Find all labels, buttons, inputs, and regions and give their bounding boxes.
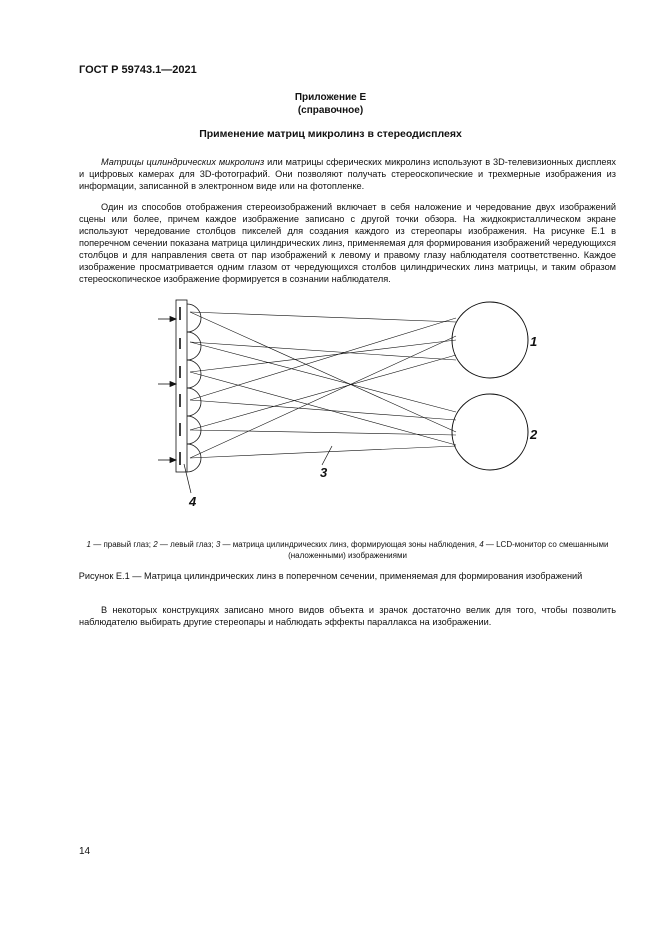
light-rays — [190, 312, 456, 458]
legend-text-3: — матрица цилиндрических линз, формирующая зоны наблюдения, — [220, 540, 480, 549]
legend-num-1: 1 — [86, 540, 91, 549]
paragraph-1-text: или матрицы сферических микролинз используют в 3D-телевизионных дисплеях и цифровых камерах для 3D-фотографий. Они позволяют получать стереоскопические и трехмерные изображения из информации, записанной в электронном виде или на фотопленке. — [79, 157, 616, 191]
left-eye — [452, 394, 528, 470]
appendix-title: Приложение Е — [294, 92, 367, 103]
leader-line-4 — [184, 464, 191, 493]
legend-num-3: 3 — [215, 540, 221, 549]
input-arrows — [158, 317, 176, 463]
label-left-eye: 2 — [530, 427, 538, 442]
label-lcd: 4 — [189, 494, 197, 509]
legend-num-4: 4 — [479, 540, 484, 549]
leader-line-3 — [322, 446, 332, 465]
section-title: Применение матриц микролинз в стереодисплеях — [199, 128, 462, 140]
lcd-panel — [176, 300, 187, 472]
lenslet-array — [187, 304, 201, 472]
standard-header: ГОСТ Р 59743.1—2021 — [79, 64, 197, 76]
legend-text-2: — левый глаз; — [157, 540, 216, 549]
paragraph-3: В некоторых конструкциях записано много видов объекта и зрачок достаточно велик для того, чтобы позволить наблюдателю выбирать другие стереопары и наблюдать эффекты параллакса на изображении. — [79, 605, 616, 627]
figure-legend — [79, 539, 616, 561]
legend-text-4: — LCD-монитор со смешанными (наложенными) изображениями — [288, 540, 609, 560]
appendix-status: (справочное) — [297, 105, 364, 116]
paragraph-2: Один из способов отображения стереоизображений включает в себя наложение и чередование двух изображений сцены или более, причем каждое изображение записано с другой точки обзора. На жидкокристаллическом экране используют чередование столбцов пикселей для создания каждого из стереопары изображения. На рисунке Е.1 в поперечном сечении показана матрица цилиндрических линз, применяемая для формирования изображений чередующихся столбцов и для направления света от пар изображений к левому и правому глазу наблюдателя соответственно. Каждое изображение просматривается одним глазом от чередующихся столбов цилиндрических линз матрицы, и таким образом стереоскопическое изображение формируется в сознании наблюдателя. — [79, 202, 616, 284]
label-lens-matrix: 3 — [320, 465, 328, 480]
paragraph-1-term: Матрицы цилиндрических микролинз — [101, 157, 265, 167]
figure-caption-text: Рисунок Е.1 — Матрица цилиндрических линз в поперечном сечении, применяемая для формирования изображений — [78, 571, 583, 581]
legend-text-1: — правый глаз; — [91, 540, 154, 549]
page-number: 14 — [79, 846, 91, 857]
label-right-eye: 1 — [530, 334, 538, 349]
figure-caption — [0, 570, 661, 582]
legend-num-2: 2 — [153, 540, 158, 549]
right-eye — [452, 302, 528, 378]
